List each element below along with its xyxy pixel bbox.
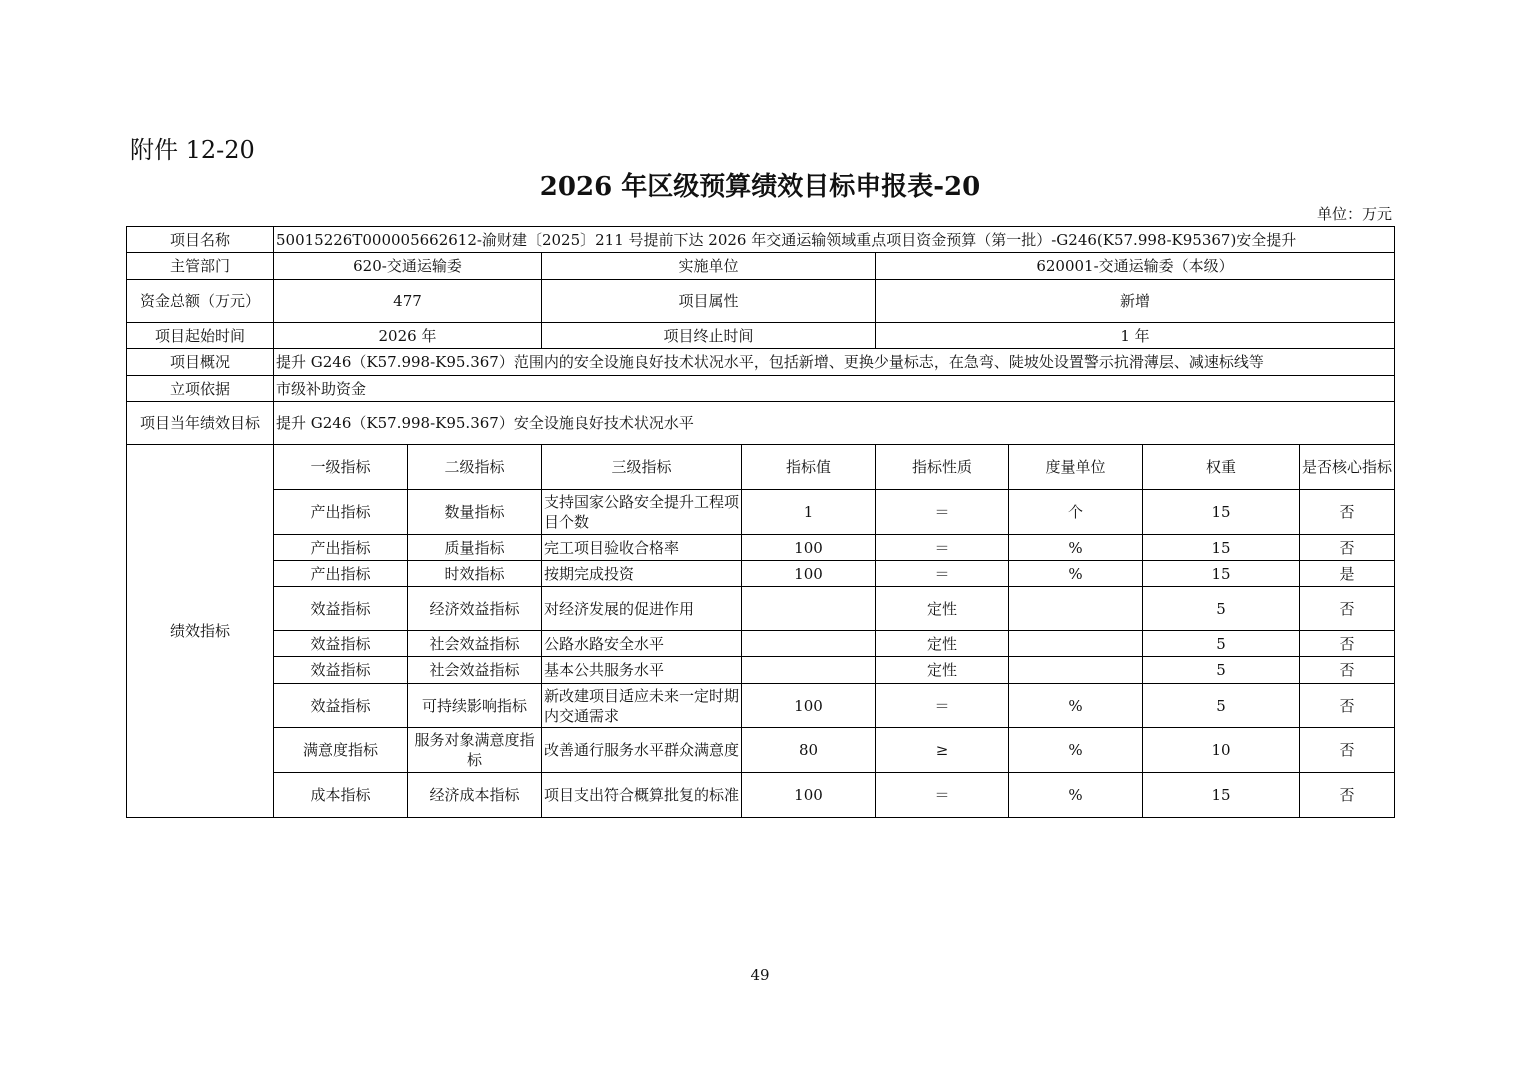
indicator-level2: 服务对象满意度指标 xyxy=(408,728,542,773)
indicator-value: 100 xyxy=(742,535,876,561)
indicator-nature: ＝ xyxy=(876,535,1009,561)
attachment-label: 附件 12-20 xyxy=(130,136,255,164)
time-row xyxy=(127,323,1395,349)
indicator-level3: 支持国家公路安全提升工程项目个数 xyxy=(542,490,742,535)
indicator-value: 80 xyxy=(742,728,876,773)
indicator-level3: 改善通行服务水平群众满意度 xyxy=(542,728,742,773)
indicator-core: 否 xyxy=(1300,657,1395,684)
project-name-value: 50015226T000005662612-渝财建〔2025〕211 号提前下达 2026 年交通运输领域重点项目资金预算（第一批）-G246(K57.998-K95367)安全提升 xyxy=(274,227,1395,253)
indicator-unit: 个 xyxy=(1009,490,1143,535)
indicator-core: 否 xyxy=(1300,490,1395,535)
header-value: 指标值 xyxy=(742,445,876,490)
indicator-row xyxy=(127,535,1395,561)
indicator-unit: % xyxy=(1009,535,1143,561)
project-name-row xyxy=(127,227,1395,253)
indicator-core: 否 xyxy=(1300,728,1395,773)
goal-row xyxy=(127,402,1395,445)
indicator-value xyxy=(742,657,876,684)
overview-value: 提升 G246（K57.998-K95.367）范围内的安全设施良好技术状况水平，包括新增、更换少量标志，在急弯、陡坡处设置警示抗滑薄层、减速标线等 xyxy=(274,349,1395,376)
goal-value: 提升 G246（K57.998-K95.367）安全设施良好技术状况水平 xyxy=(274,402,1395,445)
indicator-row xyxy=(127,684,1395,728)
indicator-level1: 效益指标 xyxy=(274,631,408,657)
page-title: 2026 年区级预算绩效目标申报表-20 xyxy=(539,172,981,202)
department-row xyxy=(127,253,1395,280)
indicator-level2: 经济成本指标 xyxy=(408,773,542,818)
indicator-nature: ≥ xyxy=(876,728,1009,773)
fund-total-value: 477 xyxy=(274,280,542,323)
overview-label: 项目概况 xyxy=(127,349,274,376)
end-time-label: 项目终止时间 xyxy=(542,323,876,349)
indicator-level2: 数量指标 xyxy=(408,490,542,535)
department-value: 620-交通运输委 xyxy=(274,253,542,280)
indicator-level3: 公路水路安全水平 xyxy=(542,631,742,657)
basis-value: 市级补助资金 xyxy=(274,376,1395,402)
header-level1: 一级指标 xyxy=(274,445,408,490)
indicator-core: 是 xyxy=(1300,561,1395,587)
indicator-row xyxy=(127,561,1395,587)
indicator-unit xyxy=(1009,631,1143,657)
indicator-level3: 对经济发展的促进作用 xyxy=(542,587,742,631)
indicator-level3: 基本公共服务水平 xyxy=(542,657,742,684)
indicator-weight: 15 xyxy=(1143,490,1300,535)
indicator-nature: 定性 xyxy=(876,631,1009,657)
header-nature: 指标性质 xyxy=(876,445,1009,490)
indicator-row xyxy=(127,587,1395,631)
indicator-level2: 质量指标 xyxy=(408,535,542,561)
indicator-level2: 时效指标 xyxy=(408,561,542,587)
header-core: 是否核心指标 xyxy=(1300,445,1395,490)
indicator-row xyxy=(127,728,1395,773)
indicator-value xyxy=(742,587,876,631)
indicator-level1: 产出指标 xyxy=(274,490,408,535)
indicator-level2: 可持续影响指标 xyxy=(408,684,542,728)
indicator-level3: 项目支出符合概算批复的标准 xyxy=(542,773,742,818)
indicator-header-row xyxy=(127,445,1395,490)
indicator-level3: 按期完成投资 xyxy=(542,561,742,587)
indicator-level2: 社会效益指标 xyxy=(408,631,542,657)
department-label: 主管部门 xyxy=(127,253,274,280)
indicator-unit xyxy=(1009,657,1143,684)
fund-total-label: 资金总额（万元） xyxy=(127,280,274,323)
indicator-value: 100 xyxy=(742,561,876,587)
indicator-core: 否 xyxy=(1300,631,1395,657)
basis-row xyxy=(127,376,1395,402)
indicator-nature: ＝ xyxy=(876,561,1009,587)
indicator-nature: ＝ xyxy=(876,684,1009,728)
indicator-value: 1 xyxy=(742,490,876,535)
implementing-unit-value: 620001-交通运输委（本级） xyxy=(876,253,1395,280)
indicator-weight: 15 xyxy=(1143,535,1300,561)
indicator-unit: % xyxy=(1009,684,1143,728)
indicator-nature: 定性 xyxy=(876,587,1009,631)
basis-label: 立项依据 xyxy=(127,376,274,402)
indicator-unit xyxy=(1009,587,1143,631)
indicator-level1: 满意度指标 xyxy=(274,728,408,773)
goal-label: 项目当年绩效目标 xyxy=(127,402,274,445)
start-time-value: 2026 年 xyxy=(274,323,542,349)
indicator-weight: 15 xyxy=(1143,561,1300,587)
indicator-nature: ＝ xyxy=(876,773,1009,818)
indicator-level3: 新改建项目适应未来一定时期内交通需求 xyxy=(542,684,742,728)
indicator-level1: 产出指标 xyxy=(274,561,408,587)
indicator-level1: 效益指标 xyxy=(274,684,408,728)
overview-row xyxy=(127,349,1395,376)
header-level3: 三级指标 xyxy=(542,445,742,490)
indicator-unit: % xyxy=(1009,773,1143,818)
indicator-nature: 定性 xyxy=(876,657,1009,684)
fund-row xyxy=(127,280,1395,323)
indicator-level1: 效益指标 xyxy=(274,587,408,631)
indicator-nature: ＝ xyxy=(876,490,1009,535)
indicator-level1: 效益指标 xyxy=(274,657,408,684)
indicator-weight: 5 xyxy=(1143,657,1300,684)
indicator-weight: 5 xyxy=(1143,684,1300,728)
indicator-level1: 成本指标 xyxy=(274,773,408,818)
indicator-row xyxy=(127,490,1395,535)
page-number: 49 xyxy=(750,966,770,984)
indicator-core: 否 xyxy=(1300,684,1395,728)
indicator-weight: 5 xyxy=(1143,587,1300,631)
indicator-level2: 社会效益指标 xyxy=(408,657,542,684)
performance-target-table xyxy=(126,226,1395,818)
indicator-core: 否 xyxy=(1300,535,1395,561)
unit-label: 单位：万元 xyxy=(1316,205,1392,223)
header-weight: 权重 xyxy=(1143,445,1300,490)
indicator-level2: 经济效益指标 xyxy=(408,587,542,631)
indicator-section-label: 绩效指标 xyxy=(127,445,274,818)
indicator-core: 否 xyxy=(1300,773,1395,818)
indicator-weight: 15 xyxy=(1143,773,1300,818)
indicator-core: 否 xyxy=(1300,587,1395,631)
project-attribute-label: 项目属性 xyxy=(542,280,876,323)
indicator-row xyxy=(127,657,1395,684)
indicator-unit: % xyxy=(1009,728,1143,773)
indicator-weight: 5 xyxy=(1143,631,1300,657)
end-time-value: 1 年 xyxy=(876,323,1395,349)
indicator-row xyxy=(127,631,1395,657)
indicator-value xyxy=(742,631,876,657)
indicator-level1: 产出指标 xyxy=(274,535,408,561)
project-attribute-value: 新增 xyxy=(876,280,1395,323)
header-level2: 二级指标 xyxy=(408,445,542,490)
indicator-weight: 10 xyxy=(1143,728,1300,773)
indicator-unit: % xyxy=(1009,561,1143,587)
implementing-unit-label: 实施单位 xyxy=(542,253,876,280)
project-name-label: 项目名称 xyxy=(127,227,274,253)
start-time-label: 项目起始时间 xyxy=(127,323,274,349)
indicator-value: 100 xyxy=(742,684,876,728)
header-unit: 度量单位 xyxy=(1009,445,1143,490)
indicator-value: 100 xyxy=(742,773,876,818)
indicator-row xyxy=(127,773,1395,818)
indicator-level3: 完工项目验收合格率 xyxy=(542,535,742,561)
